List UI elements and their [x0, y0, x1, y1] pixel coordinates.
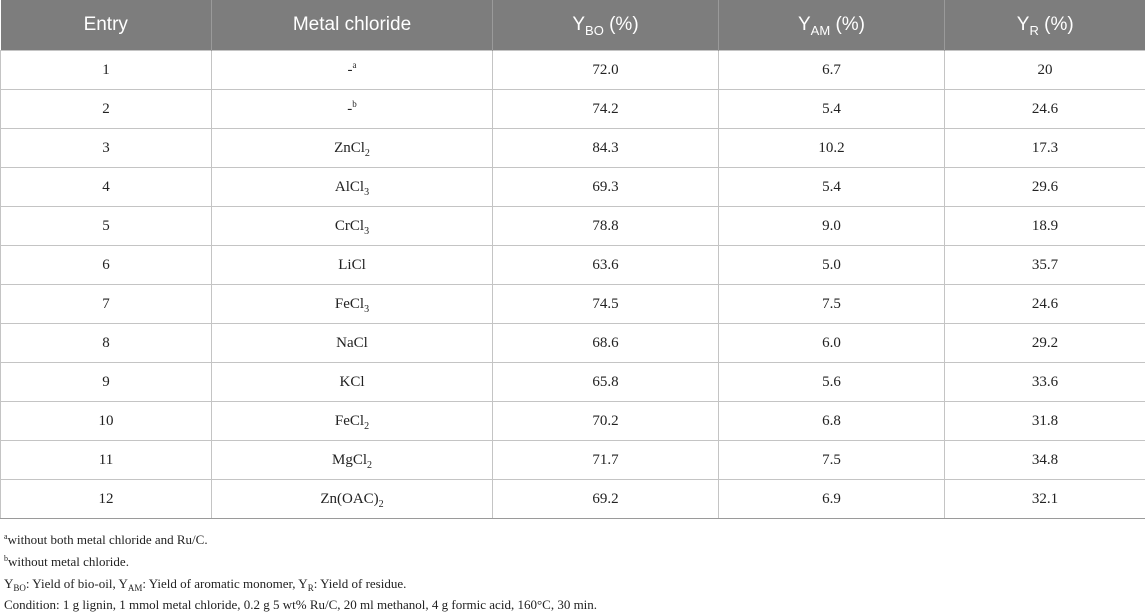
- cell-entry: 1: [1, 51, 212, 90]
- table-row: [1, 285, 1145, 324]
- table-header-row: [1, 0, 1145, 51]
- table-row: [1, 480, 1145, 519]
- cell-ybo: 69.3: [493, 168, 719, 207]
- header-yam-symbol: Y: [797, 14, 811, 35]
- cell-yam: 7.5: [719, 285, 945, 324]
- cell-metal-chloride: CrCl$_3$: [212, 207, 493, 246]
- cell-ybo: 69.2: [493, 480, 719, 519]
- cell-entry: 5: [1, 207, 212, 246]
- table-row: [1, 90, 1145, 129]
- header-yr-symbol: Y: [1016, 14, 1030, 35]
- table-row: [1, 51, 1145, 90]
- cell-yr: 29.2: [945, 324, 1145, 363]
- header-yam-unit: (%): [830, 14, 865, 35]
- cell-yr: 33.6: [945, 363, 1145, 402]
- cell-metal-chloride: AlCl$_3$: [212, 168, 493, 207]
- cell-metal-chloride: -$^b$: [212, 90, 493, 129]
- cell-yr: 35.7: [945, 246, 1145, 285]
- table-row: [1, 246, 1145, 285]
- table-footnotes: [4, 530, 597, 614]
- footnote-b: $^b$without metal chloride.: [4, 554, 129, 569]
- cell-yam: 7.5: [719, 441, 945, 480]
- header-yr-unit: (%): [1038, 14, 1074, 35]
- header-yr-subscript: R: [1029, 23, 1039, 38]
- cell-yr: 29.6: [945, 168, 1145, 207]
- table-row: [1, 441, 1145, 480]
- cell-entry: 10: [1, 402, 212, 441]
- footnote-definitions: $Y_{BO}$: Yield of bio-oil, $Y_{AM}$: Yield of aromatic monomer, $Y_R$: Yield of residue.: [4, 576, 407, 593]
- cell-metal-chloride: ZnCl$_2$: [212, 129, 493, 168]
- cell-metal-chloride: NaCl: [212, 324, 493, 363]
- cell-metal-chloride: $Zn(OAC)_2$: [212, 480, 493, 519]
- cell-yr: 17.3: [945, 129, 1145, 168]
- table-row: [1, 207, 1145, 246]
- cell-yam: 6.0: [719, 324, 945, 363]
- cell-metal-chloride: FeCl$_3$: [212, 285, 493, 324]
- header-yam-subscript: AM: [810, 23, 831, 38]
- cell-ybo: 71.7: [493, 441, 719, 480]
- cell-entry: 8: [1, 324, 212, 363]
- cell-entry: 6: [1, 246, 212, 285]
- cell-entry: 2: [1, 90, 212, 129]
- header-yam: [719, 0, 945, 51]
- cell-yam: 6.8: [719, 402, 945, 441]
- cell-ybo: 74.2: [493, 90, 719, 129]
- cell-metal-chloride: -$^a$: [212, 51, 493, 90]
- cell-yr: 31.8: [945, 402, 1145, 441]
- cell-metal-chloride: MgCl$_2$: [212, 441, 493, 480]
- cell-entry: 9: [1, 363, 212, 402]
- cell-metal-chloride: FeCl$_2$: [212, 402, 493, 441]
- cell-yr: 24.6: [945, 90, 1145, 129]
- cell-ybo: 65.8: [493, 363, 719, 402]
- table-row: [1, 324, 1145, 363]
- header-metal-chloride: Metal chloride: [212, 0, 493, 51]
- cell-yam: 5.4: [719, 90, 945, 129]
- header-ybo-unit: (%): [603, 14, 639, 35]
- cell-yam: 5.0: [719, 246, 945, 285]
- cell-yam: 6.7: [719, 51, 945, 90]
- cell-yr: 32.1: [945, 480, 1145, 519]
- cell-entry: 3: [1, 129, 212, 168]
- cell-yam: 10.2: [719, 129, 945, 168]
- cell-ybo: 63.6: [493, 246, 719, 285]
- cell-yam: 6.9: [719, 480, 945, 519]
- cell-ybo: 78.8: [493, 207, 719, 246]
- cell-entry: 12: [1, 480, 212, 519]
- cell-yam: 9.0: [719, 207, 945, 246]
- cell-yam: 5.6: [719, 363, 945, 402]
- header-ybo-subscript: BO: [585, 23, 604, 38]
- cell-entry: 7: [1, 285, 212, 324]
- header-entry: Entry: [1, 0, 212, 51]
- header-ybo: [493, 0, 719, 51]
- table-row: [1, 363, 1145, 402]
- cell-yr: 24.6: [945, 285, 1145, 324]
- cell-yr: 20: [945, 51, 1145, 90]
- cell-metal-chloride: KCl: [212, 363, 493, 402]
- header-ybo-symbol: Y: [572, 14, 586, 35]
- cell-ybo: 84.3: [493, 129, 719, 168]
- footnote-a: $^a$without both metal chloride and Ru/C.: [4, 532, 208, 547]
- header-yr: [945, 0, 1145, 51]
- cell-ybo: 70.2: [493, 402, 719, 441]
- cell-ybo: 74.5: [493, 285, 719, 324]
- cell-metal-chloride: LiCl: [212, 246, 493, 285]
- cell-yr: 18.9: [945, 207, 1145, 246]
- cell-entry: 11: [1, 441, 212, 480]
- cell-yr: 34.8: [945, 441, 1145, 480]
- cell-ybo: 72.0: [493, 51, 719, 90]
- table-row: [1, 129, 1145, 168]
- footnote-condition: Condition: 1 g lignin, 1 mmol metal chloride, 0.2 g 5 wt% Ru/C, 20 ml methanol, 4 g formic acid, 160°C, 30 min.: [4, 597, 598, 612]
- cell-yam: 5.4: [719, 168, 945, 207]
- table-row: [1, 402, 1145, 441]
- cell-entry: 4: [1, 168, 212, 207]
- table-row: [1, 168, 1145, 207]
- cell-ybo: 68.6: [493, 324, 719, 363]
